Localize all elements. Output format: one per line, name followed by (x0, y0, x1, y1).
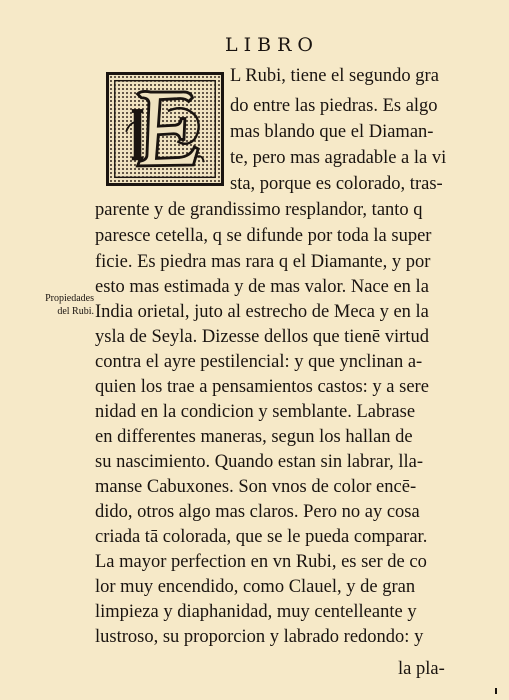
text-line: te, pero mas agradable a la vi (230, 148, 447, 168)
text-line: ficie. Es piedra mas rara q el Diamante, y por (95, 252, 431, 272)
page-mark (495, 688, 497, 694)
text-line: en differentes maneras, segun los hallan de (95, 427, 413, 447)
text-line: esto mas estimada y de mas valor. Nace en la (95, 277, 429, 297)
text-line: contra el ayre pestilencial: y que ynclinan a- (95, 352, 423, 372)
text-line: quien los trae a pensamientos castos: y a sere (95, 377, 429, 397)
text-line: lustroso, su proporcion y labrado redondo: y (95, 627, 424, 647)
decorated-initial-e (106, 72, 224, 186)
text-line: limpieza y diaphanidad, muy centelleante y (95, 602, 417, 622)
catchword: la pla- (398, 659, 445, 679)
text-line: La mayor perfection en vn Rubi, es ser de co (95, 552, 427, 572)
text-line: criada tā colorada, que se le pueda comparar. (95, 527, 428, 547)
margin-note-line-2: del Rubi. (57, 306, 94, 317)
text-line: L Rubi, tiene el segundo gra (230, 66, 439, 86)
initial-e-ornament-icon (109, 75, 221, 183)
text-line: parente y de grandissimo resplandor, tanto q (95, 200, 423, 220)
text-line: dido, otros algo mas claros. Pero no ay cosa (95, 502, 420, 522)
text-line: paresce cetella, q se difunde por toda la super (95, 226, 432, 246)
text-line: sta, porque es colorado, tras- (230, 174, 443, 194)
text-line: lor muy encendido, como Clauel, y de gran (95, 577, 416, 597)
text-line: nidad en la condicion y semblante. Labrase (95, 402, 416, 422)
text-line: manse Cabuxones. Son vnos de color encē- (95, 477, 417, 497)
text-line: India orietal, juto al estrecho de Meca y en la (95, 302, 429, 322)
text-line: su nascimiento. Quando estan sin labrar, lla- (95, 452, 424, 472)
text-line: mas blando que el Diaman- (230, 122, 434, 142)
margin-note-line-1: Propiedades (45, 293, 94, 304)
text-line: do entre las piedras. Es algo (230, 96, 438, 116)
running-head: LIBRO (225, 34, 319, 56)
text-line: ysla de Seyla. Dizesse dellos que tienē virtud (95, 327, 429, 347)
margin-note (28, 292, 94, 318)
